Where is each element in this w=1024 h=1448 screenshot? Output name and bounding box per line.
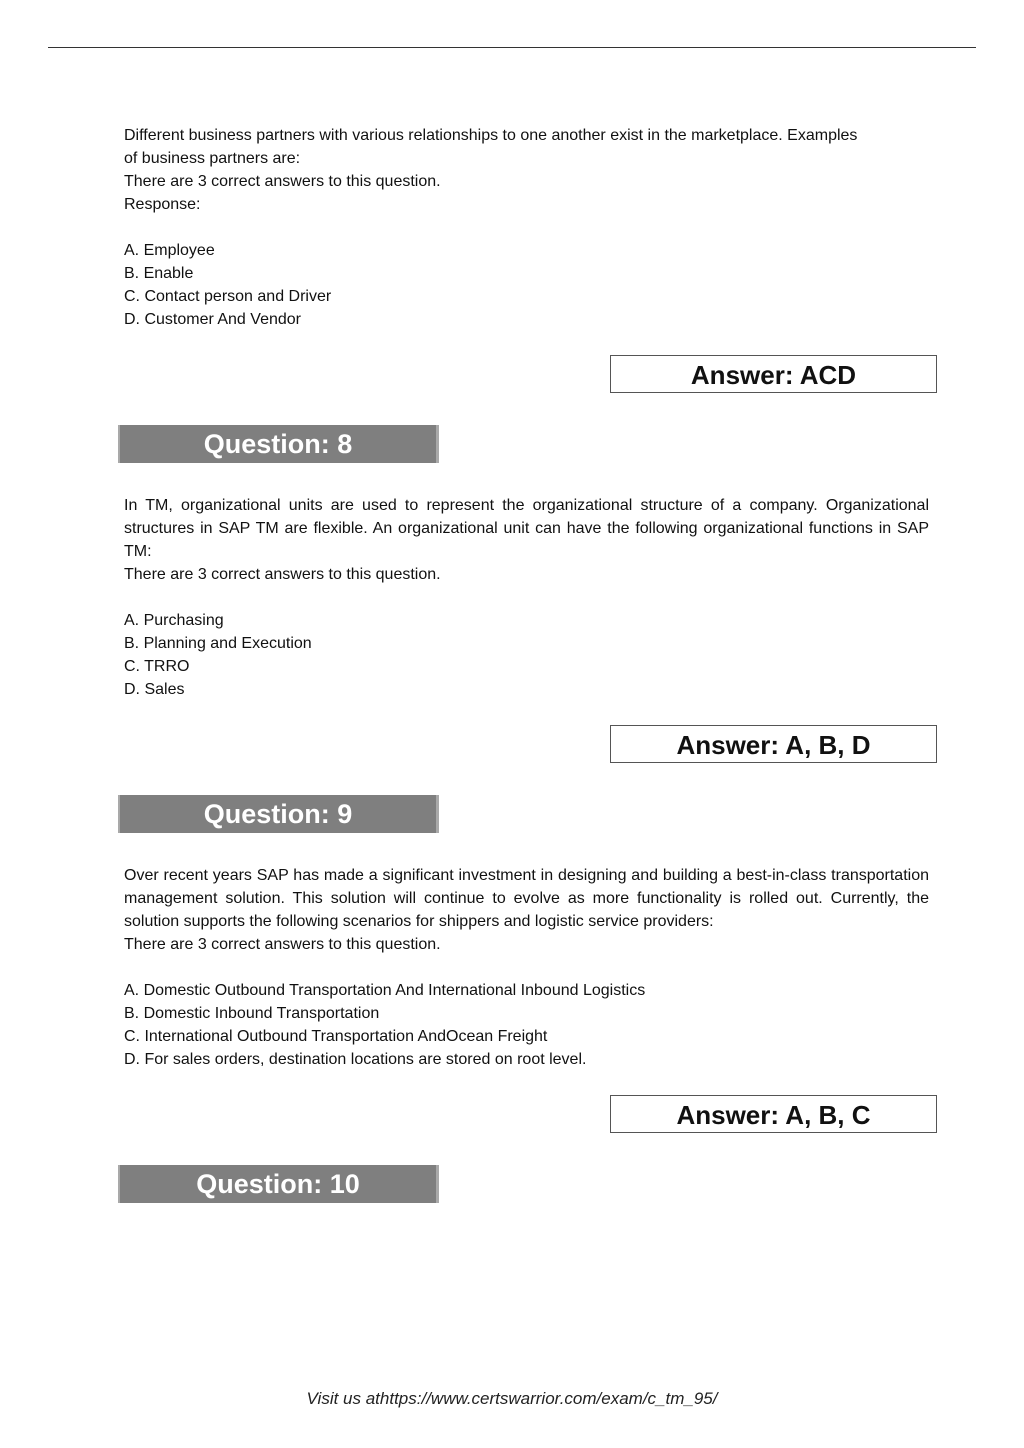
spacer <box>124 216 929 239</box>
question-9-body <box>124 864 929 1071</box>
question-9-option-d: D. For sales orders, destination locations are stored on root level. <box>124 1051 587 1068</box>
question-7-stem-line: Different business partners with various relationships to one another exist in the marketplace. Examples <box>124 127 858 144</box>
spacer <box>124 586 929 609</box>
question-8-answer-box: Answer: A, B, D <box>610 725 937 763</box>
question-7-note: There are 3 correct answers to this question. <box>124 173 441 190</box>
question-9-stem: Over recent years SAP has made a significant investment in designing and building a best-in-class transportation management solution. This solution will continue to evolve as more functionality is rolled out. Currently, the solution supports the following scenarios for shippers and logistic service providers: <box>124 867 929 930</box>
question-9-option-c: C. International Outbound Transportation AndOcean Freight <box>124 1028 548 1045</box>
question-9-note: There are 3 correct answers to this question. <box>124 936 441 953</box>
question-9-option-b: B. Domestic Inbound Transportation <box>124 1005 380 1022</box>
question-8-option-d: D. Sales <box>124 681 185 698</box>
question-8-option-b: B. Planning and Execution <box>124 635 312 652</box>
question-9-answer-box: Answer: A, B, C <box>610 1095 937 1133</box>
question-8-heading: Question: 8 <box>118 425 439 463</box>
footer-link-text[interactable]: Visit us athttps://www.certswarrior.com/exam/c_tm_95/ <box>306 1389 718 1408</box>
question-8-option-a: A. Purchasing <box>124 612 224 629</box>
question-7-answer-box: Answer: ACD <box>610 355 937 393</box>
question-7-body <box>124 124 929 331</box>
question-9-heading: Question: 9 <box>118 795 439 833</box>
question-7-option-b: B. Enable <box>124 265 194 282</box>
question-8-option-c: C. TRRO <box>124 658 190 675</box>
question-7-option-c: C. Contact person and Driver <box>124 288 332 305</box>
header-rule <box>48 47 976 48</box>
question-7-response-label: Response: <box>124 196 201 213</box>
question-8-stem: In TM, organizational units are used to represent the organizational structure of a company. Organizational structures in SAP TM are flexible. An organizational unit can have the following organizational functions in SAP TM: <box>124 497 929 560</box>
question-8-body <box>124 494 929 701</box>
question-7-stem-line: of business partners are: <box>124 150 301 167</box>
question-7-option-d: D. Customer And Vendor <box>124 311 301 328</box>
question-8-note: There are 3 correct answers to this question. <box>124 566 441 583</box>
question-9-option-a: A. Domestic Outbound Transportation And International Inbound Logistics <box>124 982 646 999</box>
spacer <box>124 956 929 979</box>
question-10-heading: Question: 10 <box>118 1165 439 1203</box>
question-7-option-a: A. Employee <box>124 242 215 259</box>
